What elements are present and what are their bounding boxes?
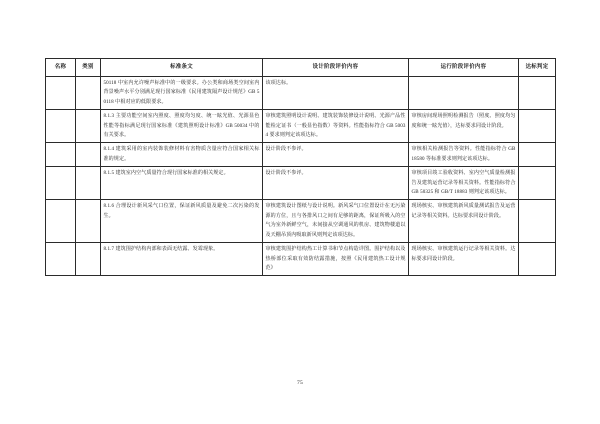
table-row — [46, 110, 556, 143]
column-header-compliance: 达标判定 — [519, 59, 556, 77]
evaluation-criteria-table — [45, 58, 556, 276]
column-header-operation-phase: 运行阶段评价内容 — [409, 59, 519, 77]
cell-operation-phase: 审核相关检测报告等资料。性能指标符合 GB 18580 等标准要求则判定该项达标。 — [409, 143, 519, 167]
cell-design-phase: 审核建筑围护结构热工计算书和节点构造详图。围护结构以及热桥部位采取有效防结露措施，按照《民用建筑热工设计规范》 — [263, 243, 409, 276]
table-header — [46, 59, 556, 77]
cell-category — [76, 167, 101, 200]
cell-compliance — [519, 110, 556, 143]
cell-design-phase: 设计阶段不参评。 — [263, 167, 409, 200]
cell-name — [46, 143, 76, 167]
cell-category — [76, 143, 101, 167]
table-row — [46, 167, 556, 200]
cell-clause: 50118 中室内允许噪声标准中的一级要求。办公类和商场类空间室内背景噪声水平分别满足现行国家标准《民用建筑隔声设计规范》GB 50118 中相对应的低限要求。 — [101, 77, 263, 110]
cell-category — [76, 243, 101, 276]
column-header-category: 类别 — [76, 59, 101, 77]
cell-operation-phase: 现场核实、审核建筑新风质量测试报告及运营记录等相关资料。达标要求同设计阶段。 — [409, 200, 519, 243]
cell-clause: 8.1.5 建筑室内空气质量符合现行国家标准的相关规定。 — [101, 167, 263, 200]
column-header-clause: 标准条文 — [101, 59, 263, 77]
cell-name — [46, 200, 76, 243]
cell-category — [76, 110, 101, 143]
cell-design-phase: 审核建筑照明设计说明、建筑装饰装修设计说明、光源产品性能检定证书（一般显色指数）等资料。性能指标符合 GB 50034 要求则判定该项达标。 — [263, 110, 409, 143]
table-body — [46, 77, 556, 276]
cell-compliance — [519, 77, 556, 110]
cell-design-phase: 审核建筑设计图纸与设计说明。新风采气口位置设计在无污染源的方位，且与各排风口之间有足够的距离，保证所吸入的空气为室外新鲜空气，未间接从空调通风的机房、建筑物楼道以及天棚吊顶内吸取新风则判定该项达标。 — [263, 200, 409, 243]
cell-clause: 8.1.6 合理设计新风采气口位置，保证新风质量及避免二次污染的发生。 — [101, 200, 263, 243]
page-number: 75 — [296, 380, 304, 386]
cell-operation-phase: 现场核实、审核建筑运行记录等相关资料。达标要求同设计阶段。 — [409, 243, 519, 276]
table-row — [46, 200, 556, 243]
cell-design-phase: 设计阶段不参评。 — [263, 143, 409, 167]
table-row — [46, 77, 556, 110]
cell-name — [46, 243, 76, 276]
column-header-design-phase: 设计阶段评价内容 — [263, 59, 409, 77]
cell-compliance — [519, 167, 556, 200]
cell-name — [46, 110, 76, 143]
table-header-row — [46, 59, 556, 77]
column-header-name: 名称 — [46, 59, 76, 77]
cell-operation-phase: 审核项目竣工验收资料、室内空气质量检测报告及建筑运营记录等相关资料。性能指标符合 GB 50325 和 GB/T 18883 则判定该项达标。 — [409, 167, 519, 200]
cell-design-phase: 该项达标。 — [263, 77, 409, 110]
cell-clause: 8.1.3 主要功能空间室内照度、照度均匀度、统一眩光值、光源显色性能等指标满足现行国家标准《建筑照明设计标准》GB 50034 中的有关要求。 — [101, 110, 263, 143]
cell-category — [76, 77, 101, 110]
table-row — [46, 243, 556, 276]
cell-operation-phase — [409, 77, 519, 110]
cell-name — [46, 77, 76, 110]
cell-name — [46, 167, 76, 200]
cell-compliance — [519, 143, 556, 167]
table-row — [46, 143, 556, 167]
cell-clause: 8.1.7 建筑围护结构内部和表面无结露、发霉现象。 — [101, 243, 263, 276]
cell-category — [76, 200, 101, 243]
cell-compliance — [519, 200, 556, 243]
cell-compliance — [519, 243, 556, 276]
cell-clause: 8.1.4 建筑采用的室内装饰装修材料有害物质含量应符合国家相关标准的规定。 — [101, 143, 263, 167]
cell-operation-phase: 审核房间现场照明检测报告（照度、照度均匀度和统一眩光值），达标要求同设计阶段。 — [409, 110, 519, 143]
